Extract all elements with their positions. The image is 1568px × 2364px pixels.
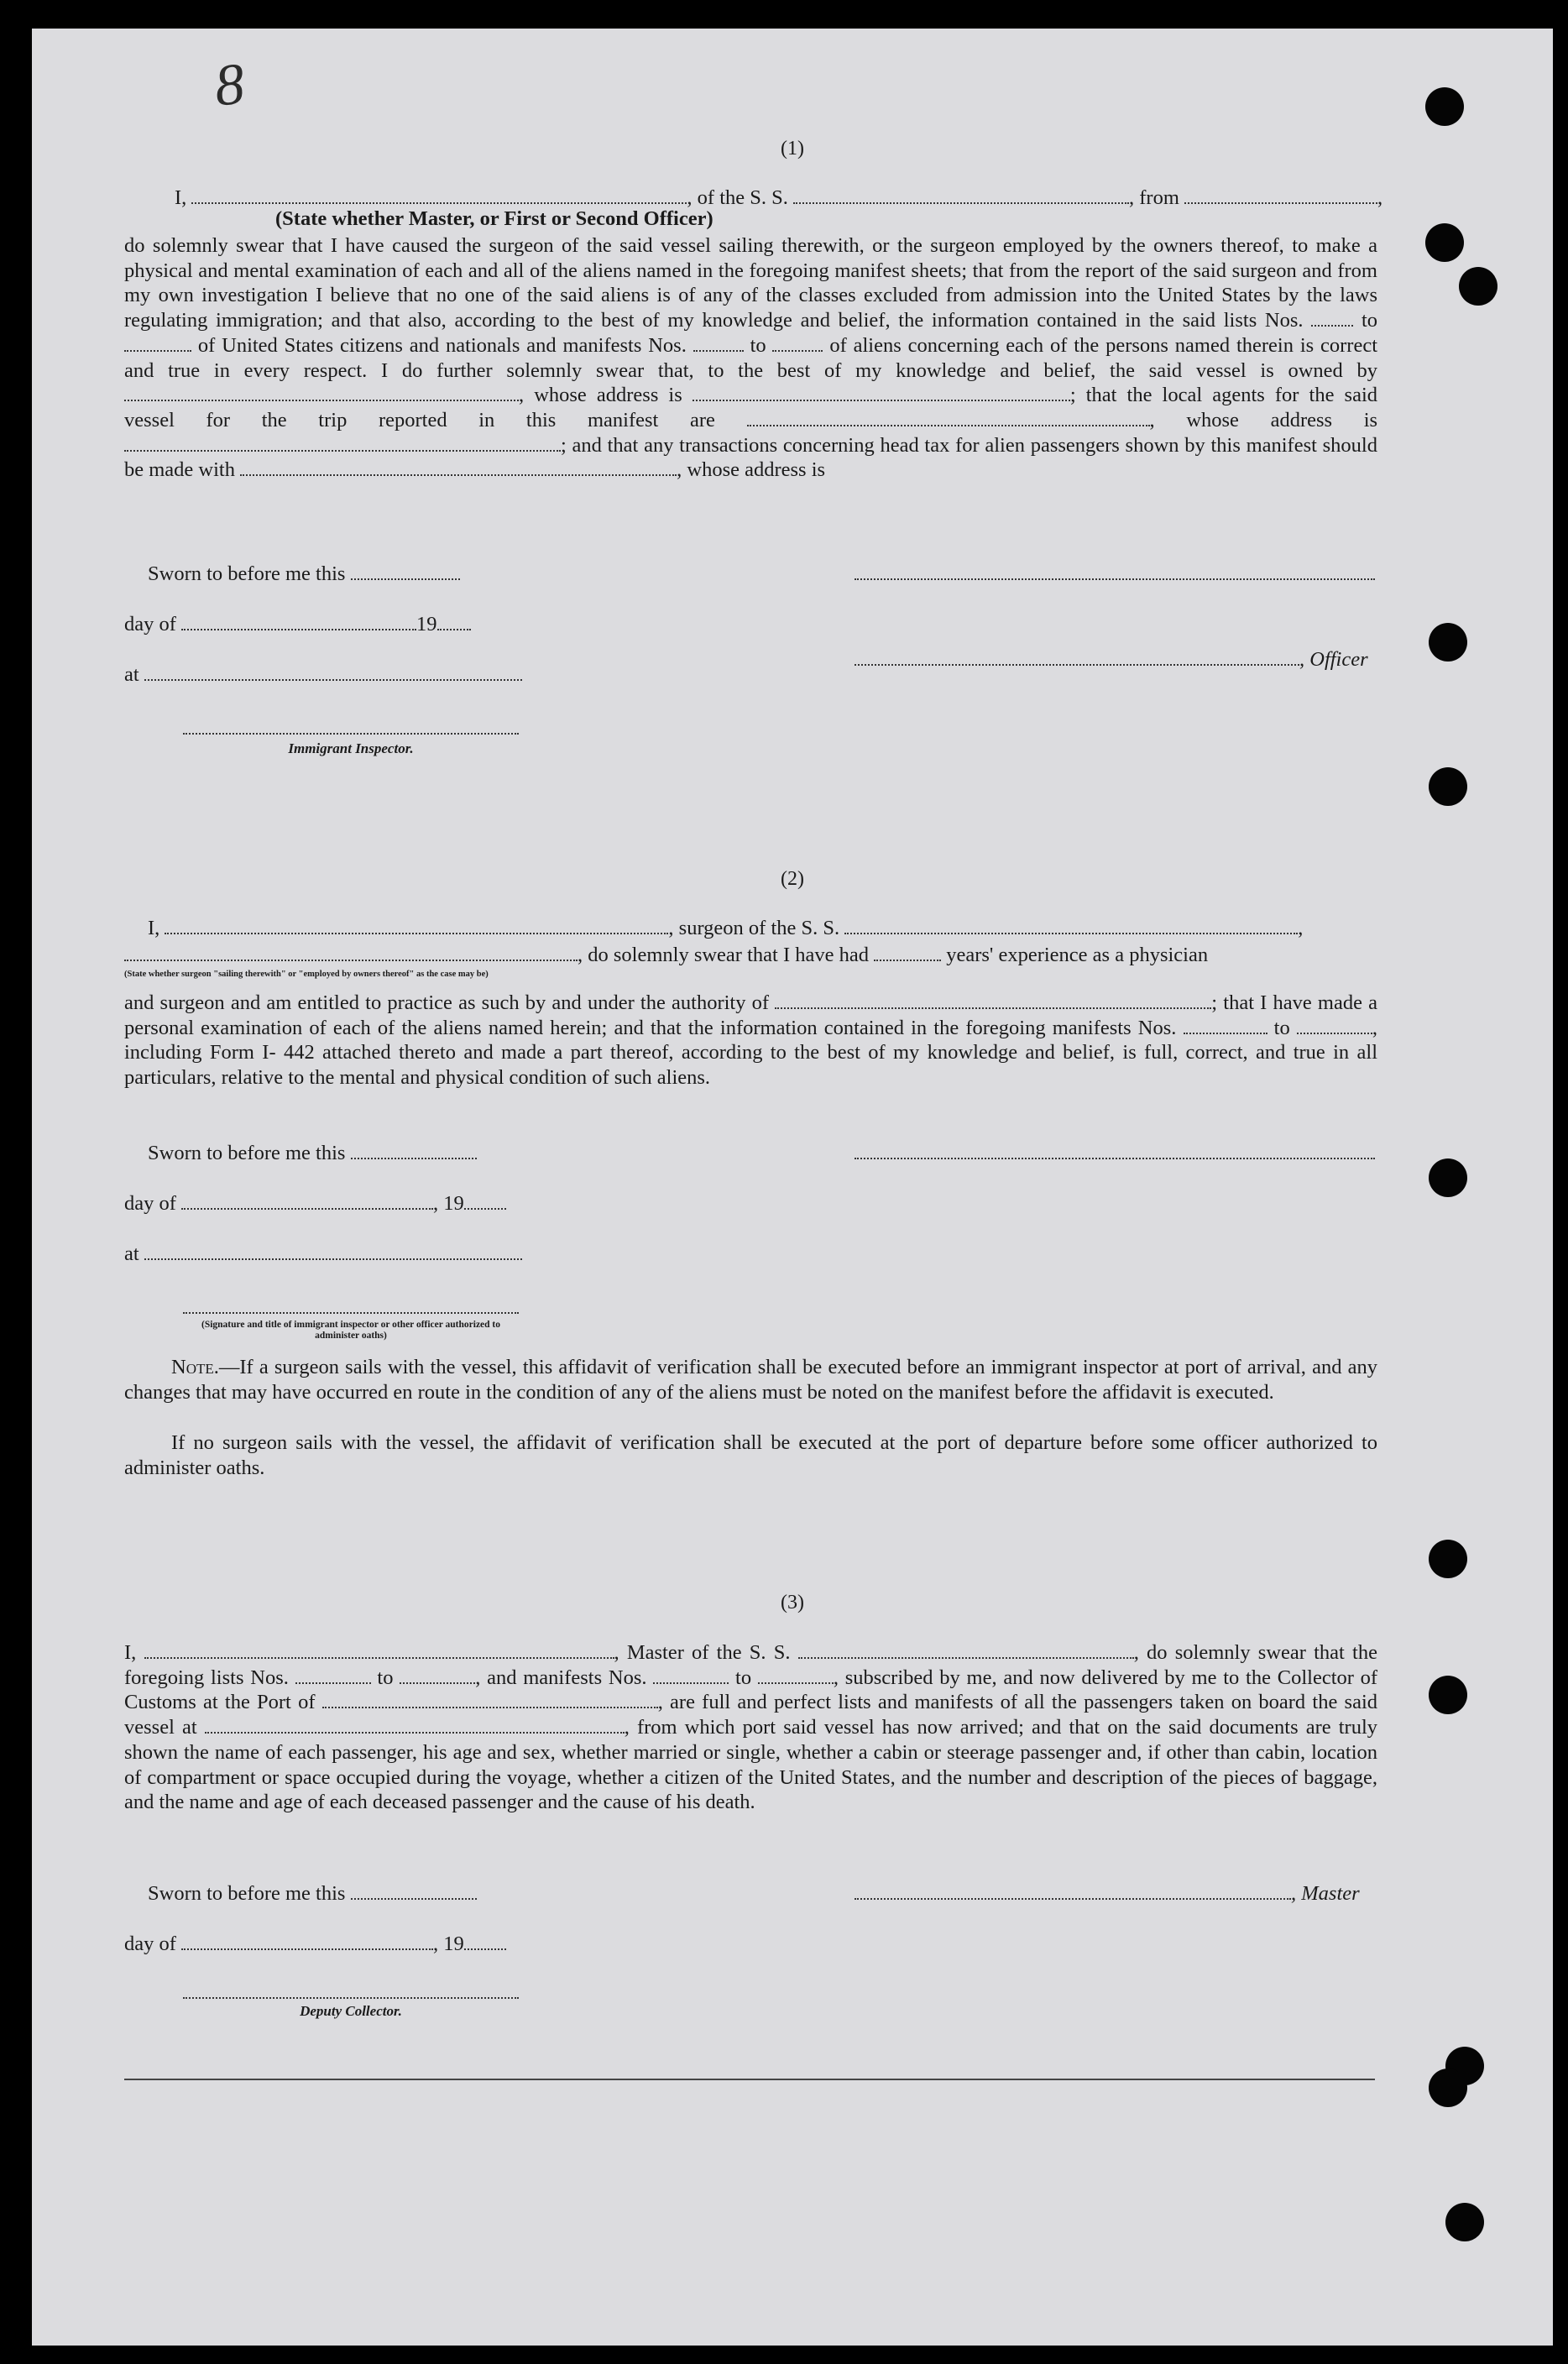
s1-at: at (124, 663, 522, 687)
handwritten-number: 8 (212, 51, 248, 119)
s3-body: I, , Master of the S. S. , do solemnly swear that the foregoing lists Nos. to , and manifests Nos. to , subscribed by me, and now delivered by me to the Collector of Customs at the Port of , are full and perfect lists and manifests of all the passengers taken on board the said vessel at , from which port said vessel has now arrived; and that on the said documents are truly shown the name of each passenger, his age and sex, whether married or single, whether a cabin or steerage passenger and, if other than cabin, location of compartment or space occupied during the voyage, whether a citizen of the United States, and the number and description of the pieces of baggage, and the name and age of each deceased passenger and the cause of his death. (124, 1641, 1378, 1814)
s2-signature-line (183, 1296, 519, 1320)
s3-master: , Master (855, 1882, 1360, 1906)
s2-sworn-signature (855, 1142, 1375, 1165)
section-3-number: (3) (781, 1592, 804, 1613)
s1-body: do solemnly swear that I have caused the surgeon of the said vessel sailing therewith, or the surgeon employed by the owners thereof, to make a physical and mental examination of each and all of the aliens named in the foregoing manifest sheets; that from the report of the said surgeon and from my own investigation I believe that no one of the said aliens is of any of the classes excluded from admission into the United States by the laws regulating immigration; and that also, according to the best of my knowledge and belief, the information contained in the said lists Nos. to of United States citizens and nationals and manifests Nos. to of aliens concerning each of the persons named therein is correct and true in every respect. I do further solemnly swear that, to the best of my knowledge and belief, the said vessel is owned by , whose address is ; that the local agents for the said vessel for the trip reported in this manifest are , whose address is ; and that any transactions concerning head tax for alien passengers shown by this manifest should be made with , whose address is (124, 234, 1378, 482)
punch-hole (1425, 87, 1464, 126)
s1-sworn-signature (855, 562, 1375, 586)
s1-inspector-line (183, 717, 519, 740)
punch-hole (1445, 2203, 1484, 2241)
s2-note-paragraph: Note.—If a surgeon sails with the vessel, this affidavit of verification shall be executed before an immigrant inspector at port of arrival, and any changes that may have occurred en route in the condition of any of the aliens must be noted on the manifest before the affidavit is executed. (124, 1356, 1377, 1404)
s1-inspector-caption: Immigrant Inspector. (288, 740, 414, 756)
s1-sworn: Sworn to before me this (148, 562, 460, 586)
punch-hole (1429, 767, 1467, 806)
punch-hole (1429, 1158, 1467, 1197)
s2-note: (State whether surgeon "sailing therewith" or "employed by owners thereof" as the case may be) (124, 970, 489, 979)
document-page (32, 29, 1553, 2346)
s2-line1: I, , surgeon of the S. S. , (148, 917, 1304, 939)
bottom-rule (124, 2079, 1375, 2080)
s2-body: and surgeon and am entitled to practice as such by and under the authority of ; that I have made a personal examination of each of the aliens named herein; and that the information contained in the foregoing manifests Nos. to , including Form I- 442 attached thereto and made a part thereof, according to the best of my knowledge and belief, is full, correct, and true in all particulars, relative to the mental and physical condition of such aliens. (124, 991, 1378, 1090)
punch-hole (1429, 623, 1467, 662)
s3-deputy-caption: Deputy Collector. (300, 2003, 402, 2019)
s2-line2: , do solemnly swear that I have had years' experience as a physician (124, 944, 1208, 967)
s1-line1: I, , of the S. S. , from , (175, 186, 1383, 209)
punch-hole (1459, 267, 1497, 306)
punch-hole (1425, 223, 1464, 262)
s2-signature-caption: (Signature and title of immigrant inspector or other officer authorized to administer oaths) (201, 1320, 501, 1341)
punch-hole (1429, 1540, 1467, 1578)
s1-dayof: day of 19 (124, 613, 471, 636)
s3-dayof: day of , 19 (124, 1933, 506, 1956)
s3-deputy-line (183, 1981, 519, 2005)
s2-at: at (124, 1242, 522, 1266)
punch-hole (1429, 2068, 1467, 2107)
section-2-number: (2) (781, 868, 804, 890)
punch-hole (1429, 1676, 1467, 1714)
section-1-number: (1) (781, 138, 804, 160)
s2-dayof: day of , 19 (124, 1192, 506, 1216)
s1-officer: , Officer (855, 648, 1368, 672)
s2-note-paragraph-2: If no surgeon sails with the vessel, the affidavit of verification shall be executed at the port of departure before some officer authorized to administer oaths. (124, 1431, 1377, 1479)
s1-master-note: (State whether Master, or First or Second Officer) (275, 207, 713, 230)
s3-sworn: Sworn to before me this (148, 1882, 477, 1906)
s2-sworn: Sworn to before me this (148, 1142, 477, 1165)
